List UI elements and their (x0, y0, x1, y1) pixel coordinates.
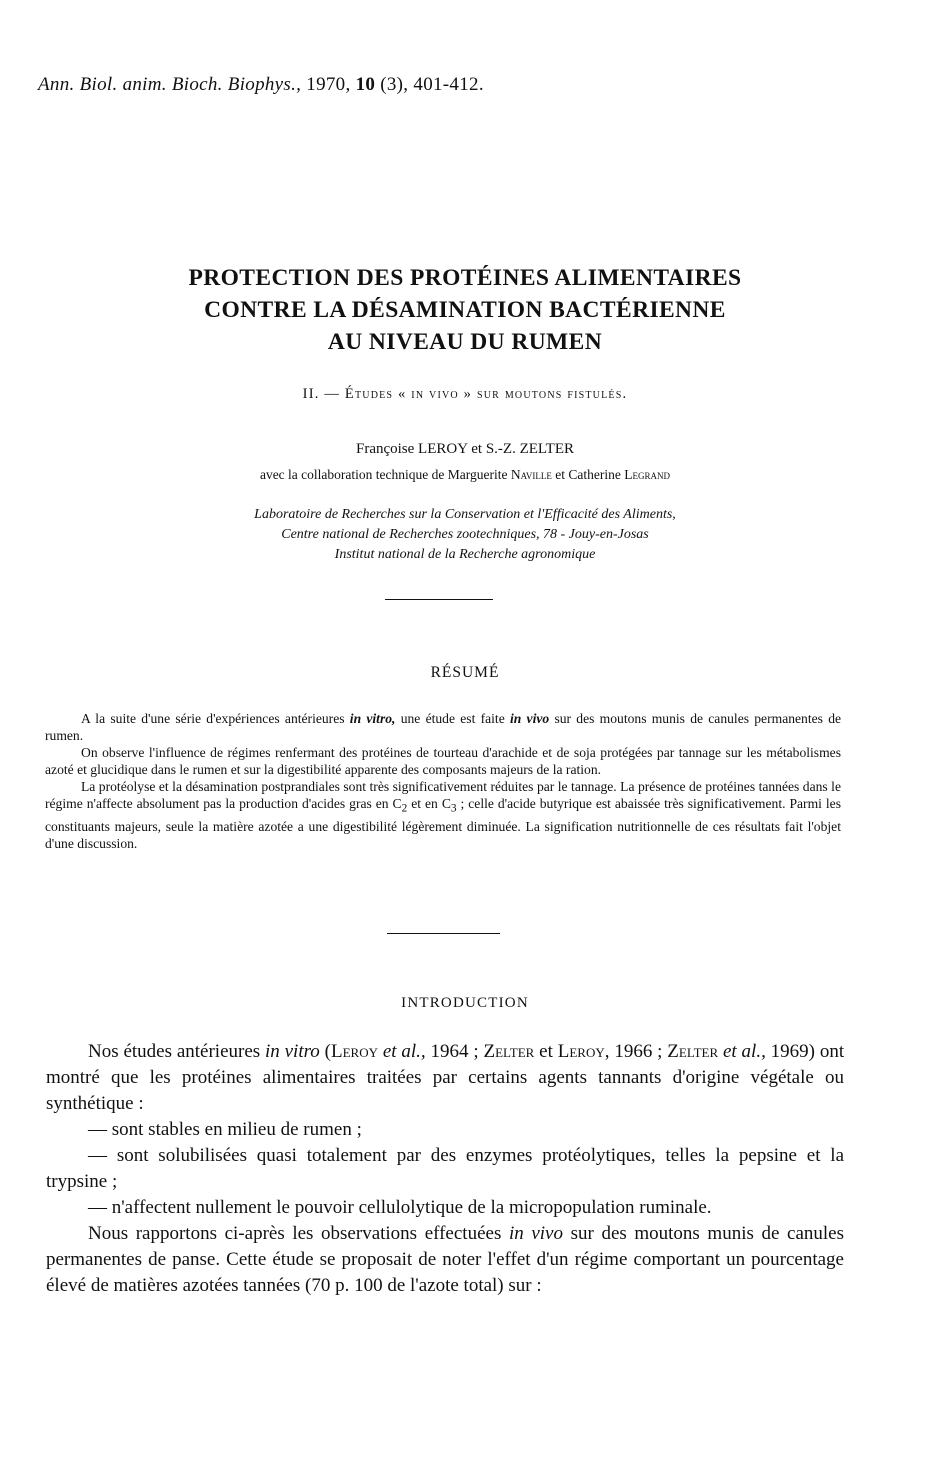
title-line: CONTRE LA DÉSAMINATION BACTÉRIENNE (204, 297, 726, 323)
introduction-heading: INTRODUCTION (401, 995, 529, 1011)
abstract (45, 710, 841, 852)
journal-citation (38, 74, 484, 96)
list-item: — sont solubilisées quasi totalement par des enzymes protéolytiques, telles la pepsine et la trypsine ; (46, 1145, 844, 1192)
section-divider (387, 933, 500, 934)
body-paragraph: Nos études antérieures in vitro (Leroy et al., 1964 ; Zelter et Leroy, 1966 ; Zelter et al., 1969) ont montré que les protéines alimentaires traitées par certains agents tannants d'origine végétale ou synthétique : (46, 1041, 845, 1114)
abstract-paragraph: On observe l'influence de régimes renfermant des protéines de tourteau d'arachide et de soja protégées par tannage sur les métabolismes azoté et glucidique dans le rumen et sur la digestibilité apparente des composants majeurs de la ration. (45, 745, 841, 777)
collab-name: Legrand (624, 467, 671, 482)
collaboration-note (40, 467, 890, 483)
collab-mid: et Catherine (555, 467, 621, 482)
section-divider (385, 599, 493, 600)
affiliation-line: Centre national de Recherches zootechniques, 78 - Jouy-en-Josas (281, 527, 649, 542)
collab-name: Naville (510, 467, 552, 482)
affiliation-line: Laboratoire de Recherches sur la Conservation et l'Efficacité des Aliments, (254, 507, 676, 522)
collab-prefix: avec la collaboration technique de Marguerite (259, 467, 508, 482)
affiliation-line: Institut national de la Recherche agronomique (334, 547, 596, 562)
affiliation (40, 505, 890, 565)
paper-subtitle: II. — Études « in vivo » sur moutons fistulés. (302, 386, 628, 402)
authors: Françoise LEROY et S.-Z. ZELTER (355, 441, 575, 457)
journal-year: 1970, (306, 74, 351, 95)
introduction-body (46, 1039, 844, 1299)
journal-issue-pages: (3), 401-412. (380, 74, 484, 95)
journal-volume: 10 (355, 74, 376, 95)
list-item: — sont stables en milieu de rumen ; (88, 1119, 362, 1140)
title-line: PROTECTION DES PROTÉINES ALIMENTAIRES (188, 265, 742, 291)
abstract-paragraph: La protéolyse et la désamination postprandiales sont très significativement réduites par le tannage. La présence de protéines tannées dans le régime n'affecte absolument pas la production d'acides gras en $C_2$ et en $C_3$ ; celle d'acide butyrique est abaissée très significativement. Parmi les constituants majeurs, seule la matière azotée a une digestibilité légèrement diminuée. La signification nutritionnelle de ces résultats fait l'objet d'une discussion. (45, 779, 841, 851)
abstract-paragraph: A la suite d'une série d'expériences antérieures in vitro, une étude est faite in vivo sur des moutons munis de canules permanentes de rumen. (45, 711, 842, 743)
resume-heading: RÉSUMÉ (430, 664, 500, 681)
journal-name: Ann. Biol. anim. Bioch. Biophys., (38, 74, 302, 95)
title-line: AU NIVEAU DU RUMEN (327, 329, 603, 355)
paper-title (40, 262, 890, 358)
body-paragraph: Nous rapportons ci-après les observations effectuées in vivo sur des moutons munis de canules permanentes de panse. Cette étude se proposait de noter l'effet d'un régime comportant un pourcentage élevé de matières azotées tannées (70 p. 100 de l'azote total) sur : (46, 1223, 845, 1296)
list-item: — n'affectent nullement le pouvoir cellulolytique de la micropopulation ruminale. (88, 1197, 712, 1218)
